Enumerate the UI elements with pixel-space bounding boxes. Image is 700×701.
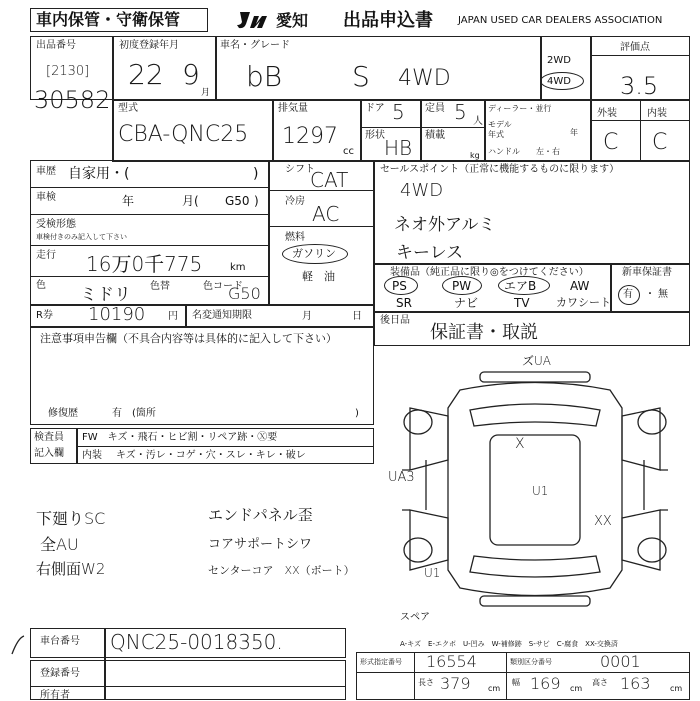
length-value: 379 xyxy=(440,674,471,693)
diagram-mark-x: X xyxy=(515,436,525,452)
damage-legend: A-キズ E-エクボ U-凹み W-補修跡 S-サビ C-腐食 XX-交換済 xyxy=(400,640,618,648)
mileage-value: 16万0千775 xyxy=(86,252,203,276)
history-label: 車歴 xyxy=(36,166,56,177)
storage-title: 車内保管・守衛保管 xyxy=(36,10,181,29)
import-label: ディーラー・並行 xyxy=(488,104,552,113)
int-value: C xyxy=(652,130,668,155)
handle-label: ハンドル xyxy=(488,147,520,156)
diagram-mark-u1-a: U1 xyxy=(532,484,549,498)
notice-label: 名変通知期限 xyxy=(192,310,252,321)
model-label: モデル xyxy=(488,120,512,129)
recv-label: 受検形態 xyxy=(36,219,76,230)
diagram-mark-u1-b: U1 xyxy=(424,566,441,580)
type-cert-label: 形式指定番号 xyxy=(360,658,402,666)
car-model: bB xyxy=(246,60,283,93)
equip-aircon: エアB xyxy=(504,279,537,293)
mileage-unit: km xyxy=(230,262,246,273)
inspect-close: ) xyxy=(254,194,259,208)
inspect-month: 月( xyxy=(182,194,199,208)
load-label: 積載 xyxy=(425,130,445,141)
door-label: ドア xyxy=(365,103,385,114)
inspector-label-2: 記入欄 xyxy=(34,448,64,459)
repair-value: 有 (箇所 xyxy=(112,408,156,419)
type-value: CBA-QNC25 xyxy=(118,122,249,147)
recycle-value: 10190 xyxy=(88,304,146,325)
score-value: 3.5 xyxy=(620,72,659,100)
capacity-label: 定員 xyxy=(425,103,445,114)
sales-point-2: ネオ外アルミ xyxy=(394,215,496,235)
load-unit: kg xyxy=(470,151,480,160)
later-value: 保証書・取説 xyxy=(430,322,538,343)
warranty-yes: 有 xyxy=(623,289,633,300)
shift-label: シフト xyxy=(285,164,315,175)
sales-label: セールスポイント（正常に機能するものに限ります） xyxy=(380,164,620,175)
displacement-value: 1297 xyxy=(282,124,338,149)
equip-cassette: カワシート xyxy=(556,296,611,309)
fuel-label: 燃料 xyxy=(285,232,305,243)
recv-note: 車検付きのみ記入して下さい xyxy=(36,233,127,241)
fuel-value-gas: ガソリン xyxy=(292,247,336,260)
notice-month: 月 xyxy=(302,311,312,322)
inspection-row-2: キズ・汚レ・コゲ・穴・スレ・キレ・破レ xyxy=(116,450,306,461)
recycle-unit: 円 xyxy=(168,311,178,322)
history-close: ) xyxy=(253,166,259,182)
equip-navi: ナビ xyxy=(454,296,479,310)
handle-value: 左・右 xyxy=(536,147,560,156)
warranty-no: 無 xyxy=(658,289,668,300)
association-name: JAPAN USED CAR DEALERS ASSOCIATION xyxy=(458,15,663,26)
lot-label: 出品番号 xyxy=(36,40,76,51)
ac-label: 冷房 xyxy=(285,196,305,207)
warranty-label: 新車保証書 xyxy=(622,267,672,278)
shape-value: HB xyxy=(384,136,413,160)
score-label: 評価点 xyxy=(620,42,650,53)
first-reg-month: 9 xyxy=(182,58,200,91)
year-unit: 年 xyxy=(570,128,578,137)
height-value: 163 xyxy=(620,674,651,693)
mileage-label: 走行 xyxy=(36,250,56,261)
form-title: 出品申込書 xyxy=(343,10,433,31)
notes-label: 注意事項申告欄（不具合内容等は具体的に記入して下さい） xyxy=(40,332,337,345)
diagram-mark-xx: XX xyxy=(594,514,612,529)
sales-point-1: 4WD xyxy=(400,180,444,201)
repair-label: 修復歴 xyxy=(48,408,78,419)
int-label: 内装 xyxy=(647,108,667,119)
first-reg-year: 22 xyxy=(128,58,164,91)
color-label: 色 xyxy=(36,280,46,291)
inspect-label: 車検 xyxy=(36,192,56,203)
width-unit: cm xyxy=(570,684,583,693)
car-drive: 4WD xyxy=(398,66,451,91)
equip-aircon-circle xyxy=(498,276,550,295)
diagram-front-label: ズUA xyxy=(522,354,551,368)
spare-label: スペア xyxy=(400,612,430,623)
registration-frame xyxy=(30,660,346,700)
pen-check-mark xyxy=(8,634,28,658)
ju-logo xyxy=(236,10,274,30)
equip-aw: AW xyxy=(570,279,590,293)
inspector-label-1: 検査員 xyxy=(34,432,64,443)
lot-small-number: [2130] xyxy=(46,64,90,79)
equip-ps-circle xyxy=(384,276,418,295)
inspect-g: G50 xyxy=(225,194,250,208)
class-label: 類別区分番号 xyxy=(510,658,552,666)
sales-point-3: キーレス xyxy=(396,243,464,263)
model-year-label: 年式 xyxy=(488,130,504,139)
diagram-side-label: UA3 xyxy=(388,470,415,485)
warranty-sep: ・ xyxy=(645,289,655,300)
type-cert-value: 16554 xyxy=(426,652,477,671)
door-value: 5 xyxy=(392,100,405,124)
remark-3: 全AU xyxy=(40,535,79,554)
equip-sr: SR xyxy=(396,296,412,310)
history-value: 自家用・( xyxy=(68,166,130,182)
remark-5: 右側面W2 xyxy=(36,560,106,578)
chassis-label: 車台番号 xyxy=(40,636,80,647)
ext-value: C xyxy=(603,130,619,155)
color-code-label: 色コード xyxy=(203,281,243,292)
displacement-unit: cc xyxy=(343,146,354,157)
color-change-label: 色替 xyxy=(150,281,170,292)
ext-label: 外装 xyxy=(597,108,617,119)
remark-6: センターコア XX（ボート） xyxy=(208,564,355,577)
owner-label: 所有者 xyxy=(40,690,70,701)
remark-2: エンドパネル歪 xyxy=(208,506,313,524)
fuel-value-diesel: 軽 油 xyxy=(302,270,335,283)
inspection-row-2-head: 内装 xyxy=(82,450,102,461)
type-label: 型式 xyxy=(118,103,138,114)
notice-day: 日 xyxy=(352,311,362,322)
class-value: 0001 xyxy=(600,652,641,671)
car-grade: S xyxy=(352,60,370,93)
capacity-value: 5 xyxy=(454,100,467,124)
height-label: 高さ xyxy=(592,678,608,687)
width-value: 169 xyxy=(530,674,561,693)
color-value: ミドリ xyxy=(80,285,131,305)
width-label: 幅 xyxy=(512,678,520,687)
drive-2wd: 2WD xyxy=(547,55,571,66)
inspect-year: 年 xyxy=(122,194,135,208)
registration-label: 登録番号 xyxy=(40,668,80,679)
length-label: 長さ xyxy=(418,678,434,687)
org-name: 愛知 xyxy=(276,11,309,30)
first-reg-label: 初度登録年月 xyxy=(119,40,179,51)
remark-1: 下廻りSC xyxy=(36,509,106,528)
equip-tv: TV xyxy=(514,296,530,310)
repair-close: ) xyxy=(355,408,359,419)
equip-pw: PW xyxy=(452,279,472,293)
lot-number: 30582 xyxy=(34,86,111,114)
inspection-row-1: FW キズ・飛石・ヒビ割・リペア跡・Ⓧ要 xyxy=(82,432,278,443)
equip-ps: PS xyxy=(392,279,407,293)
later-label: 後日品 xyxy=(380,315,410,326)
length-unit: cm xyxy=(488,684,501,693)
remark-4: コアサポートシワ xyxy=(208,537,313,552)
height-unit: cm xyxy=(670,684,683,693)
drive-4wd: 4WD xyxy=(547,76,571,87)
color-code-value: G50 xyxy=(228,284,261,303)
displacement-label: 排気量 xyxy=(278,103,308,114)
equipment-label: 装備品（純正品に限り◎をつけてください） xyxy=(390,267,589,278)
capacity-unit: 人 xyxy=(473,116,483,127)
first-reg-month-unit: 月 xyxy=(201,88,211,98)
equip-pw-circle xyxy=(442,276,482,295)
recycle-label: R券 xyxy=(36,310,53,321)
chassis-value: QNC25-0018350. xyxy=(110,630,283,654)
shape-label: 形状 xyxy=(365,130,385,141)
shift-value: CAT xyxy=(310,168,349,192)
name-label: 車名・グレード xyxy=(220,40,290,51)
ac-value: AC xyxy=(312,202,340,226)
